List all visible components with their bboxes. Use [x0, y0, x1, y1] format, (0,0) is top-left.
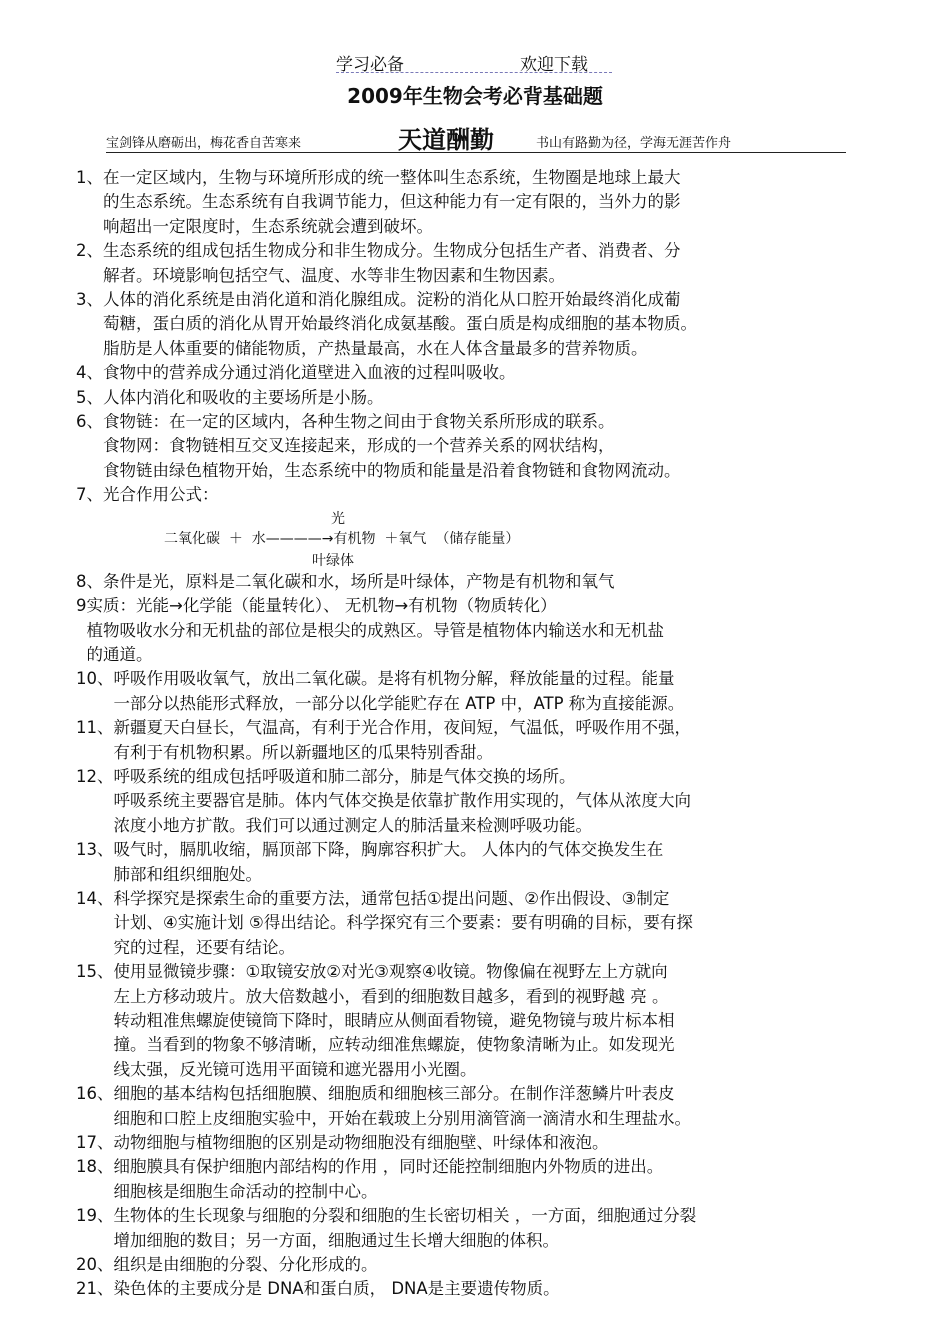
list-item [76, 410, 876, 483]
item-number: 7、 [76, 485, 103, 505]
item-line: 细胞膜具有保护细胞内部结构的作用 ，同时还能控制细胞内外物质的进出。 [113, 1157, 664, 1177]
item-line: 计划、④实施计划 ⑤得出结论。科学探究有三个要素：要有明确的目标，要有探 [113, 913, 693, 933]
item-number: 15、 [76, 962, 114, 982]
question-list [76, 166, 876, 1302]
item-line: 究的过程，还要有结论。 [113, 937, 295, 957]
list-item [76, 1204, 876, 1253]
photosynthesis-formula [76, 508, 876, 570]
item-text [87, 594, 877, 667]
list-item [76, 386, 876, 410]
list-item [76, 667, 876, 716]
item-line: 人体的消化系统是由消化道和消化腺组成。淀粉的消化从口腔开始最终消化成葡 [103, 290, 681, 310]
item-text [103, 361, 876, 385]
item-text [103, 570, 876, 594]
item-line: 浓度小地方扩散。我们可以通过测定人的肺活量来检测呼吸功能。 [113, 815, 592, 835]
item-line: 人体内消化和吸收的主要场所是小肠。 [103, 387, 384, 407]
item-text [103, 410, 876, 483]
list-item [76, 1277, 876, 1301]
item-text [114, 1204, 877, 1253]
item-text [103, 166, 876, 239]
item-line: 吸气时，膈肌收缩，膈顶部下降，胸廓容积扩大。 人体内的气体交换发生在 [113, 840, 664, 860]
motto-bar [106, 126, 846, 156]
item-line: 撞。当看到的物象不够清晰，应转动细准焦螺旋，使物象清晰为止。如发现光 [113, 1035, 675, 1055]
item-text [114, 1277, 877, 1301]
item-line: 生物体的生长现象与细胞的分裂和细胞的生长密切相关 ，一方面，细胞通过分裂 [113, 1206, 697, 1226]
item-line: 呼吸作用吸收氧气，放出二氧化碳。是将有机物分解，释放能量的过程。能量 [113, 669, 675, 689]
item-number: 2、 [76, 241, 103, 261]
item-number: 5、 [76, 387, 103, 407]
motto-underline [106, 152, 846, 153]
item-number: 21、 [76, 1279, 114, 1299]
motto-center: 天道酬勤 [398, 125, 494, 154]
item-line: 食物网：食物链相互交叉连接起来，形成的一个营养关系的网状结构， [103, 436, 615, 456]
item-number: 10、 [76, 669, 114, 689]
list-item [76, 1155, 876, 1204]
item-line: 的生态系统。生态系统有自我调节能力，但这种能力有一定有限的，当外力的影 [103, 192, 681, 212]
item-line: 一部分以热能形式释放，一部分以化学能贮存在 ATP 中，ATP 称为直接能源。 [113, 693, 685, 713]
item-line: 组织是由细胞的分裂、分化形成的。 [113, 1255, 378, 1275]
item-line: 科学探究是探索生命的重要方法，通常包括①提出问题、②作出假设、③制定 [113, 888, 670, 908]
formula-condition-chloroplast: 叶绿体 [312, 552, 354, 569]
item-text [114, 838, 877, 887]
item-text [103, 239, 876, 288]
page-title: 2009年生物会考必背基础题 [347, 84, 603, 108]
item-text [114, 667, 877, 716]
list-item [76, 838, 876, 887]
item-number: 14、 [76, 888, 114, 908]
item-number: 9 [76, 596, 87, 616]
motto-right: 书山有路勤为径，学海无涯苦作舟 [536, 136, 732, 151]
item-line: 转动粗准焦螺旋使镜筒下降时，眼睛应从侧面看物镜，避免物镜与玻片标本相 [113, 1011, 675, 1030]
item-line: 响超出一定限度时，生态系统就会遭到破坏。 [103, 216, 433, 236]
item-line: 的通道。 [86, 644, 153, 664]
item-line: 萄糖，蛋白质的消化从胃开始最终消化成氨基酸。蛋白质是构成细胞的基本物质。 [103, 314, 697, 334]
item-line: 实质：光能→化学能（能量转化）、 无机物→有机物（物质转化） [86, 596, 557, 616]
list-item [76, 570, 876, 594]
item-line: 细胞和口腔上皮细胞实验中，开始在载玻上分别用滴管滴一滴清水和生理盐水。 [113, 1108, 691, 1128]
header-underline [336, 72, 612, 73]
item-text [114, 1253, 877, 1277]
item-text [114, 1131, 877, 1155]
item-line: 食物链由绿色植物开始，生态系统中的物质和能量是沿着食物链和食物网流动。 [103, 460, 681, 480]
list-item [76, 887, 876, 960]
item-number: 19、 [76, 1206, 114, 1226]
list-item [76, 716, 876, 765]
item-line: 有利于有机物积累。所以新疆地区的瓜果特别香甜。 [113, 742, 493, 762]
list-item [76, 594, 876, 667]
motto-left: 宝剑锋从磨砺出，梅花香自苦寒来 [106, 136, 302, 151]
item-line: 线太强，反光镜可选用平面镜和遮光器用小光圈。 [113, 1059, 477, 1079]
item-number: 17、 [76, 1133, 114, 1153]
item-line: 在一定区域内，生物与环境所形成的统一整体叫生态系统，生物圈是地球上最大 [103, 168, 681, 187]
item-line: 食物链：在一定的区域内，各种生物之间由于食物关系所形成的联系。 [103, 412, 615, 432]
item-line: 增加细胞的数目；另一方面，细胞通过生长增大细胞的体积。 [113, 1230, 559, 1250]
item-text [114, 960, 877, 1082]
item-line: 脂肪是人体重要的储能物质，产热量最高，水在人体含量最多的营养物质。 [103, 338, 648, 358]
list-item [76, 166, 876, 239]
item-number: 16、 [76, 1084, 114, 1104]
item-line: 动物细胞与植物细胞的区别是动物细胞没有细胞壁、叶绿体和液泡。 [113, 1133, 609, 1153]
formula-condition-light: 光 [331, 510, 345, 527]
item-line: 肺部和组织细胞处。 [113, 864, 262, 884]
list-item [76, 239, 876, 288]
item-number: 20、 [76, 1255, 114, 1275]
item-line: 染色体的主要成分是 DNA和蛋白质， DNA是主要遗传物质。 [113, 1279, 560, 1299]
item-number: 12、 [76, 766, 114, 786]
item-text [114, 887, 877, 960]
item-line: 食物中的营养成分通过消化道壁进入血液的过程叫吸收。 [103, 363, 516, 383]
item-line: 解者。环境影响包括空气、温度、水等非生物因素和生物因素。 [103, 265, 565, 285]
item-number: 4、 [76, 363, 103, 383]
list-item [76, 483, 876, 507]
list-item [76, 765, 876, 838]
header-right: 欢迎下载 [520, 55, 588, 75]
header-left: 学习必备 [336, 55, 404, 75]
item-number: 18、 [76, 1157, 114, 1177]
item-text [103, 386, 876, 410]
item-text [103, 288, 876, 361]
item-line: 条件是光，原料是二氧化碳和水，场所是叶绿体，产物是有机物和氧气 [103, 571, 615, 591]
item-line: 呼吸系统的组成包括呼吸道和肺二部分，肺是气体交换的场所。 [113, 766, 576, 786]
item-line: 使用显微镜步骤：①取镜安放②对光③观察④收镜。物像偏在视野左上方就向 [113, 962, 668, 982]
list-item [76, 960, 876, 1082]
item-line: 植物吸收水分和无机盐的部位是根尖的成熟区。导管是植物体内输送水和无机盐 [86, 620, 664, 640]
item-text [114, 1155, 877, 1204]
list-item [76, 1253, 876, 1277]
item-number: 11、 [76, 718, 114, 738]
item-number: 13、 [76, 840, 114, 860]
item-line: 生态系统的组成包括生物成分和非生物成分。生物成分包括生产者、消费者、分 [103, 241, 681, 261]
list-item [76, 361, 876, 385]
item-line: 细胞的基本结构包括细胞膜、细胞质和细胞核三部分。在制作洋葱鳞片叶表皮 [113, 1084, 675, 1104]
item-text [114, 716, 877, 765]
item-line: 光合作用公式： [103, 485, 219, 505]
item-line: 新疆夏天白昼长，气温高，有利于光合作用，夜间短，气温低，呼吸作用不强， [113, 718, 691, 738]
item-number: 3、 [76, 290, 103, 310]
item-text [114, 765, 877, 838]
item-number: 6、 [76, 412, 103, 432]
item-line: 左上方移动玻片。放大倍数越小，看到的细胞数目越多，看到的视野越 亮 。 [113, 986, 669, 1006]
item-line: 呼吸系统主要器官是肺。体内气体交换是依靠扩散作用实现的，气体从浓度大向 [113, 791, 691, 811]
item-number: 8、 [76, 571, 103, 591]
item-text [114, 1082, 877, 1131]
item-text [103, 483, 876, 507]
list-item [76, 288, 876, 361]
list-item [76, 1131, 876, 1155]
list-item [76, 1082, 876, 1131]
item-line: 细胞核是细胞生命活动的控制中心。 [113, 1181, 378, 1201]
item-number: 1、 [76, 168, 103, 187]
formula-equation: 二氧化碳 ＋ 水————→有机物 ＋氧气 （储存能量） [164, 530, 520, 547]
